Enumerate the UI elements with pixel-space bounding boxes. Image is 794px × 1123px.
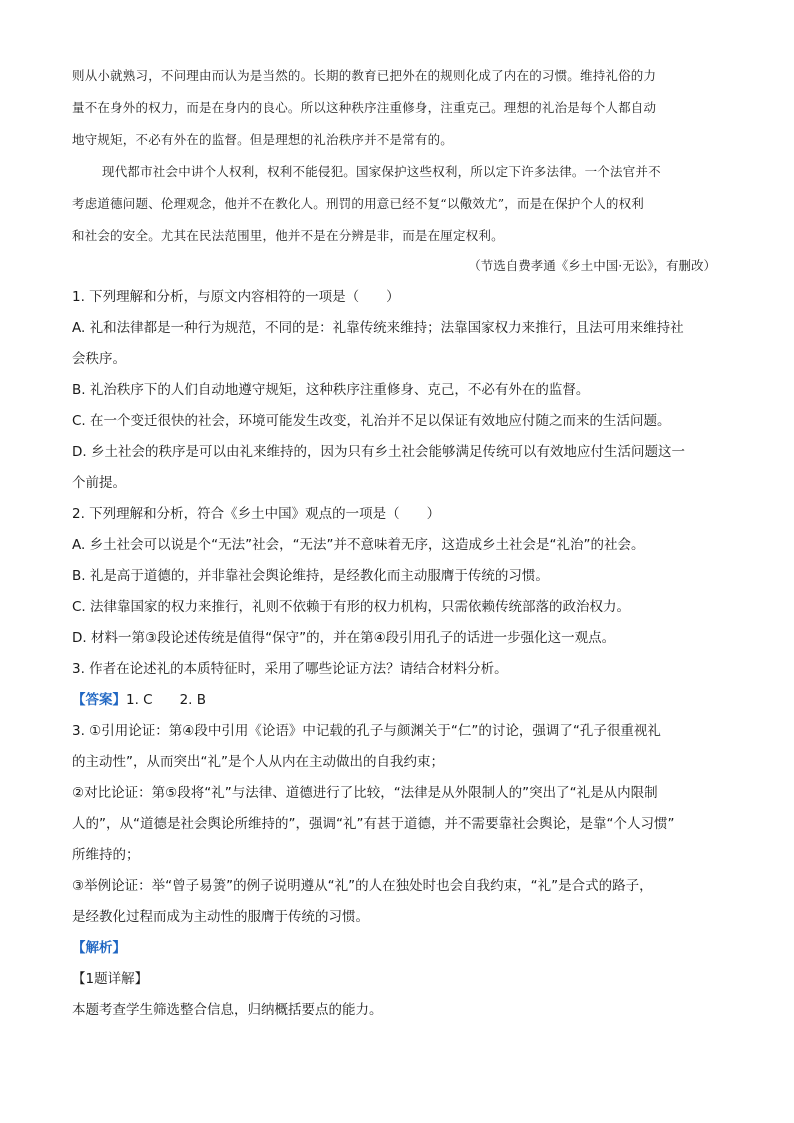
option-d: D. 材料一第③段论述传统是值得“保守”的，并在第④段引用孔子的话进一步强化这一观点。: [72, 630, 616, 646]
answer-line: [72, 685, 722, 716]
question-3-stem: 3. 作者在论述礼的本质特征时，采用了哪些论证方法？请结合材料分析。: [72, 661, 508, 677]
option-a: A. 礼和法律都是一种行为规范，不同的是：礼靠传统来维持；法靠国家权力来推行，且法可用来维持社: [72, 320, 684, 336]
analysis-sub-label: 【1题详解】: [72, 971, 149, 987]
answer-3-line: ②对比论证：第⑤段将“礼”与法律、道德进行了比较，“法律是从外限制人的”突出了“礼是从内限制: [72, 785, 658, 801]
question-1: [72, 282, 722, 499]
answer-label: 【答案】: [72, 692, 126, 708]
option-c: C. 在一个变迁很快的社会，环境可能发生改变，礼治并不足以保证有效地应付随之而来的生活问题。: [72, 413, 671, 429]
answer-section: [72, 685, 722, 1026]
answer-3-line: 3. ①引用论证：第④段中引用《论语》中记载的孔子与颜渊关于“仁”的讨论，强调了“孔子很重视礼: [72, 723, 661, 739]
source-citation: （节选自费孝通《乡土中国·无讼》，有删改）: [468, 258, 716, 273]
text-line: 现代都市社会中讲个人权利，权利不能侵犯。国家保护这些权利，所以定下许多法律。一个法官并不: [102, 164, 661, 179]
text-line: 则从小就熟习，不问理由而认为是当然的。长期的教育已把外在的规则化成了内在的习惯。维持礼俗的力: [72, 68, 657, 83]
question-2: [72, 499, 722, 685]
option-d-cont: 个前提。: [72, 475, 126, 491]
option-b: B. 礼是高于道德的，并非靠社会舆论维持，是经教化而主动服膺于传统的习惯。: [72, 568, 549, 584]
analysis-text: 本题考查学生筛选整合信息，归纳概括要点的能力。: [72, 1002, 383, 1018]
answer-value: 1. C 2. B: [126, 692, 207, 708]
answer-3-line: ③举例论证：举“曾子易箦”的例子说明遵从“礼”的人在独处时也会自我约束，“礼”是合式的路子，: [72, 878, 653, 894]
option-b: B. 礼治秩序下的人们自动地遵守规矩，这种秩序注重修身、克己，不必有外在的监督。: [72, 382, 590, 398]
excerpt-paragraph-1: [72, 60, 722, 156]
text-line: 量不在身外的权力，而是在身内的良心。所以这种秩序注重修身，注重克己。理想的礼治是每个人都自动: [72, 100, 657, 115]
excerpt-paragraph-2: [72, 156, 722, 252]
answer-3-line: 的主动性”，从而突出“礼”是个人从内在主动做出的自我约束；: [72, 754, 444, 770]
answer-3-line: 是经教化过程而成为主动性的服膺于传统的习惯。: [72, 909, 369, 925]
text-line: 地守规矩，不必有外在的监督。但是理想的礼治秩序并不是常有的。: [72, 132, 454, 147]
option-c: C. 法律靠国家的权力来推行，礼则不依赖于有形的权力机构，只需依赖传统部落的政治权力。: [72, 599, 631, 615]
text-line: 考虑道德问题、伦理观念，他并不在教化人。刑罚的用意已经不复“以儆效尤”，而是在保护个人的权利: [72, 196, 644, 211]
analysis-label: 【解析】: [72, 940, 126, 956]
text-line: 和社会的安全。尤其在民法范围里，他并不是在分辨是非，而是在厘定权利。: [72, 228, 504, 243]
option-a: A. 乡土社会可以说是个“无法”社会，“无法”并不意味着无序，这造成乡土社会是“礼治”的社会。: [72, 537, 645, 553]
answer-3-line: 所维持的；: [72, 847, 140, 863]
option-d: D. 乡土社会的秩序是可以由礼来维持的，因为只有乡土社会能够满足传统可以有效地应付生活问题这一: [72, 444, 685, 460]
question-stem: 2. 下列理解和分析，符合《乡土中国》观点的一项是（ ）: [72, 506, 441, 522]
question-stem: 1. 下列理解和分析，与原文内容相符的一项是（ ）: [72, 289, 400, 305]
answer-3-line: 人的”，从“道德是社会舆论所维持的”，强调“礼”有甚于道德，并不需要靠社会舆论，是靠“个人习惯”: [72, 816, 675, 832]
option-a-cont: 会秩序。: [72, 351, 126, 367]
